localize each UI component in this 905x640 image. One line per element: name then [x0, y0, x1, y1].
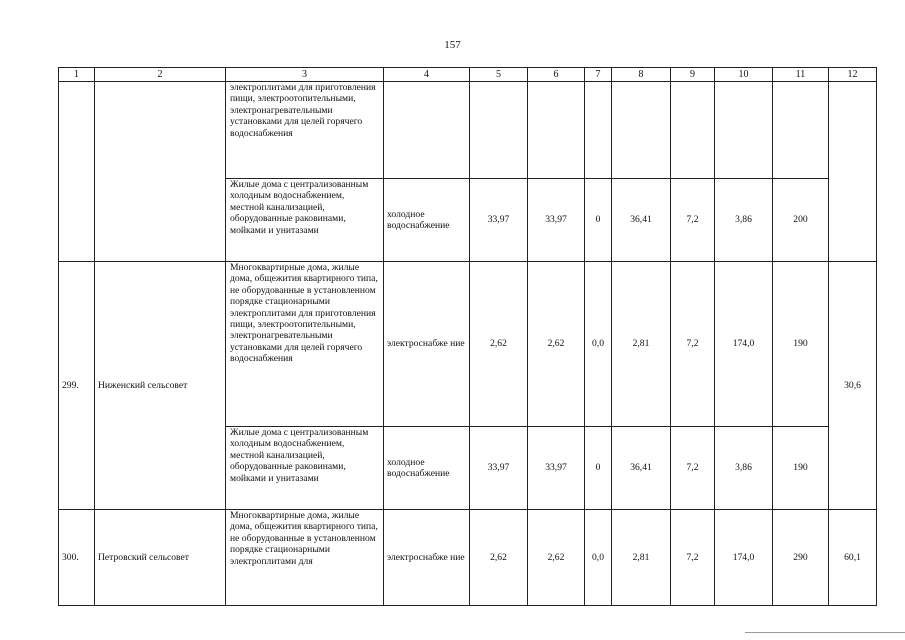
column-number-cell: 5	[470, 68, 528, 82]
settlement-name-cell	[95, 82, 226, 262]
column-number-cell: 2	[95, 68, 226, 82]
row-number-cell: 299.	[59, 262, 95, 510]
value-cell	[585, 82, 612, 179]
value-cell: 7,2	[671, 427, 715, 510]
value-cell: 0,0	[585, 510, 612, 606]
value-cell: 3,86	[715, 427, 773, 510]
value-cell: 33,97	[528, 179, 585, 262]
housing-description-cell: Жилые дома с централизованным холодным водоснабжением, местной канализацией, оборудованные раковинами, мойками и унитазами	[226, 179, 384, 262]
value-cell: 3,86	[715, 179, 773, 262]
value-cell: 33,97	[470, 179, 528, 262]
housing-description-cell: электроплитами для приготовления пищи, электроотопительными, электронагревательными установками для целей горячего водоснабжения	[226, 82, 384, 179]
row-number-cell: 300.	[59, 510, 95, 606]
row-number-cell	[59, 82, 95, 262]
column-number-cell: 1	[59, 68, 95, 82]
value-cell: 2,62	[528, 510, 585, 606]
column-number-cell: 8	[612, 68, 671, 82]
total-cell: 60,1	[829, 510, 877, 606]
scan-artifact-line	[745, 632, 905, 633]
value-cell: 200	[773, 179, 829, 262]
value-cell: 36,41	[612, 179, 671, 262]
value-cell	[470, 82, 528, 179]
value-cell: 33,97	[470, 427, 528, 510]
tariff-table	[58, 67, 877, 606]
value-cell: 2,81	[612, 262, 671, 427]
value-cell: 36,41	[612, 427, 671, 510]
value-cell: 2,62	[528, 262, 585, 427]
value-cell: 174,0	[715, 510, 773, 606]
value-cell: 7,2	[671, 262, 715, 427]
value-cell: 290	[773, 510, 829, 606]
resource-cell: холодное водоснабжение	[384, 427, 470, 510]
column-number-cell: 12	[829, 68, 877, 82]
value-cell: 2,81	[612, 510, 671, 606]
value-cell	[612, 82, 671, 179]
value-cell: 2,62	[470, 262, 528, 427]
total-cell	[829, 82, 877, 262]
resource-cell: электроснабже ние	[384, 262, 470, 427]
resource-cell: электроснабже ние	[384, 510, 470, 606]
housing-description-cell: Многоквартирные дома, жилые дома, общежития квартирного типа, не оборудованные в установленном порядке стационарными электроплитами для приготовления пищи, электроотопительными, электронагревательными установками для целей горячего водоснабжения	[226, 262, 384, 427]
value-cell: 7,2	[671, 179, 715, 262]
settlement-name-cell: Ниженский сельсовет	[95, 262, 226, 510]
value-cell	[528, 82, 585, 179]
value-cell: 2,62	[470, 510, 528, 606]
column-number-cell: 4	[384, 68, 470, 82]
column-number-cell: 6	[528, 68, 585, 82]
table-row	[59, 262, 877, 427]
value-cell	[671, 82, 715, 179]
value-cell: 7,2	[671, 510, 715, 606]
resource-cell	[384, 82, 470, 179]
resource-cell: холодное водоснабжение	[384, 179, 470, 262]
value-cell: 33,97	[528, 427, 585, 510]
housing-description-cell: Многоквартирные дома, жилые дома, общежития квартирного типа, не оборудованные в установленном порядке стационарными электроплитами для	[226, 510, 384, 606]
column-number-cell: 3	[226, 68, 384, 82]
column-number-cell: 9	[671, 68, 715, 82]
value-cell	[773, 82, 829, 179]
column-number-cell: 7	[585, 68, 612, 82]
table-row	[59, 510, 877, 606]
value-cell: 190	[773, 427, 829, 510]
value-cell: 0	[585, 179, 612, 262]
value-cell: 0,0	[585, 262, 612, 427]
total-cell: 30,6	[829, 262, 877, 510]
value-cell: 190	[773, 262, 829, 427]
column-number-row	[59, 68, 877, 82]
housing-description-cell: Жилые дома с централизованным холодным водоснабжением, местной канализацией, оборудованные раковинами, мойками и унитазами	[226, 427, 384, 510]
settlement-name-cell: Петровский сельсовет	[95, 510, 226, 606]
column-number-cell: 10	[715, 68, 773, 82]
table-row	[59, 82, 877, 179]
page-number: 157	[444, 39, 461, 51]
value-cell: 174,0	[715, 262, 773, 427]
value-cell: 0	[585, 427, 612, 510]
value-cell	[715, 82, 773, 179]
column-number-cell: 11	[773, 68, 829, 82]
